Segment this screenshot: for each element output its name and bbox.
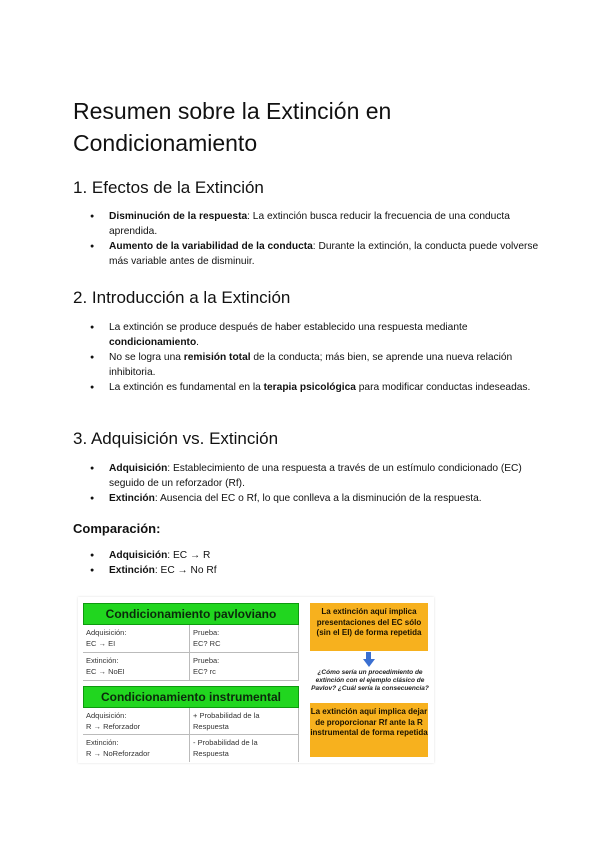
question-text: ¿Cómo sería un procedimiento de extinción con el ejemplo clásico de Pavlov? ¿Cuál sería la consecuencia? <box>311 669 429 692</box>
table-cell: Respuesta <box>193 749 229 758</box>
table-cell: Extinción: <box>86 656 119 665</box>
table-cell: Respuesta <box>193 722 229 731</box>
list-item: ● Disminución de la respuesta: La extinción busca reducir la frecuencia de una conducta aprendida. <box>109 209 539 239</box>
table-cell: EC? rc <box>193 667 216 676</box>
table-cell: R → NoReforzador <box>86 749 150 758</box>
comparison-heading: Comparación: <box>73 521 161 536</box>
table-cell: EC → EI <box>86 639 116 648</box>
table-cell: + Probabilidad de la <box>193 711 260 720</box>
list-item: ● Extinción: Ausencia del EC o Rf, lo que conlleva a la disminución de la respuesta. <box>109 491 539 506</box>
list-item: ● La extinción se produce después de haber establecido una respuesta mediante condicionamiento. <box>109 320 539 350</box>
list-adquisicion <box>73 461 539 506</box>
table-cell: EC? RC <box>193 639 221 648</box>
list-item: ● Adquisición: EC → R <box>109 548 539 563</box>
instrumental-title: Condicionamiento instrumental <box>83 686 299 708</box>
table-cell: Extinción: <box>86 738 119 747</box>
table-cell: - Probabilidad de la <box>193 738 258 747</box>
table-cell: Adquisición: <box>86 711 127 720</box>
list-item: ● La extinción es fundamental en la terapia psicológica para modificar conductas indeseadas. <box>109 380 539 395</box>
section-heading-introduccion: 2. Introducción a la Extinción <box>73 288 291 307</box>
table-cell: Adquisición: <box>86 628 127 637</box>
list-item: ● Extinción: EC → No Rf <box>109 563 539 578</box>
pavlov-table <box>83 625 299 681</box>
instrumental-table <box>83 708 299 762</box>
section-heading-efectos: 1. Efectos de la Extinción <box>73 178 264 197</box>
pavlov-explanation-box: La extinción aquí implica presentaciones del EC sólo (sin el EI) de forma repetida <box>310 603 428 651</box>
list-efectos <box>73 209 539 269</box>
table-cell: Prueba: <box>193 628 220 637</box>
page-title: Resumen sobre la Extinción en Condicionamiento <box>73 98 392 156</box>
list-comparacion <box>73 548 539 578</box>
list-item: ● Aumento de la variabilidad de la conducta: Durante la extinción, la conducta puede volverse más variable antes de disminuir. <box>109 239 539 269</box>
section-heading-adquisicion: 3. Adquisición vs. Extinción <box>73 429 279 448</box>
list-item: ● Adquisición: Establecimiento de una respuesta a través de un estímulo condicionado (EC) seguido de un reforzador (Rf). <box>109 461 539 491</box>
arrow-down-icon <box>363 659 375 667</box>
table-cell: R → Reforzador <box>86 722 141 731</box>
comparison-figure <box>78 597 434 763</box>
table-cell: Prueba: <box>193 656 220 665</box>
table-cell: EC → NoEI <box>86 667 125 676</box>
pavlov-title: Condicionamiento pavloviano <box>83 603 299 625</box>
list-introduccion <box>73 320 539 395</box>
list-item: ● No se logra una remisión total de la conducta; más bien, se aprende una nueva relación inhibitoria. <box>109 350 539 380</box>
instrumental-explanation-box: La extinción aquí implica dejar de proporcionar Rf ante la R instrumental de forma repetida <box>310 703 428 757</box>
